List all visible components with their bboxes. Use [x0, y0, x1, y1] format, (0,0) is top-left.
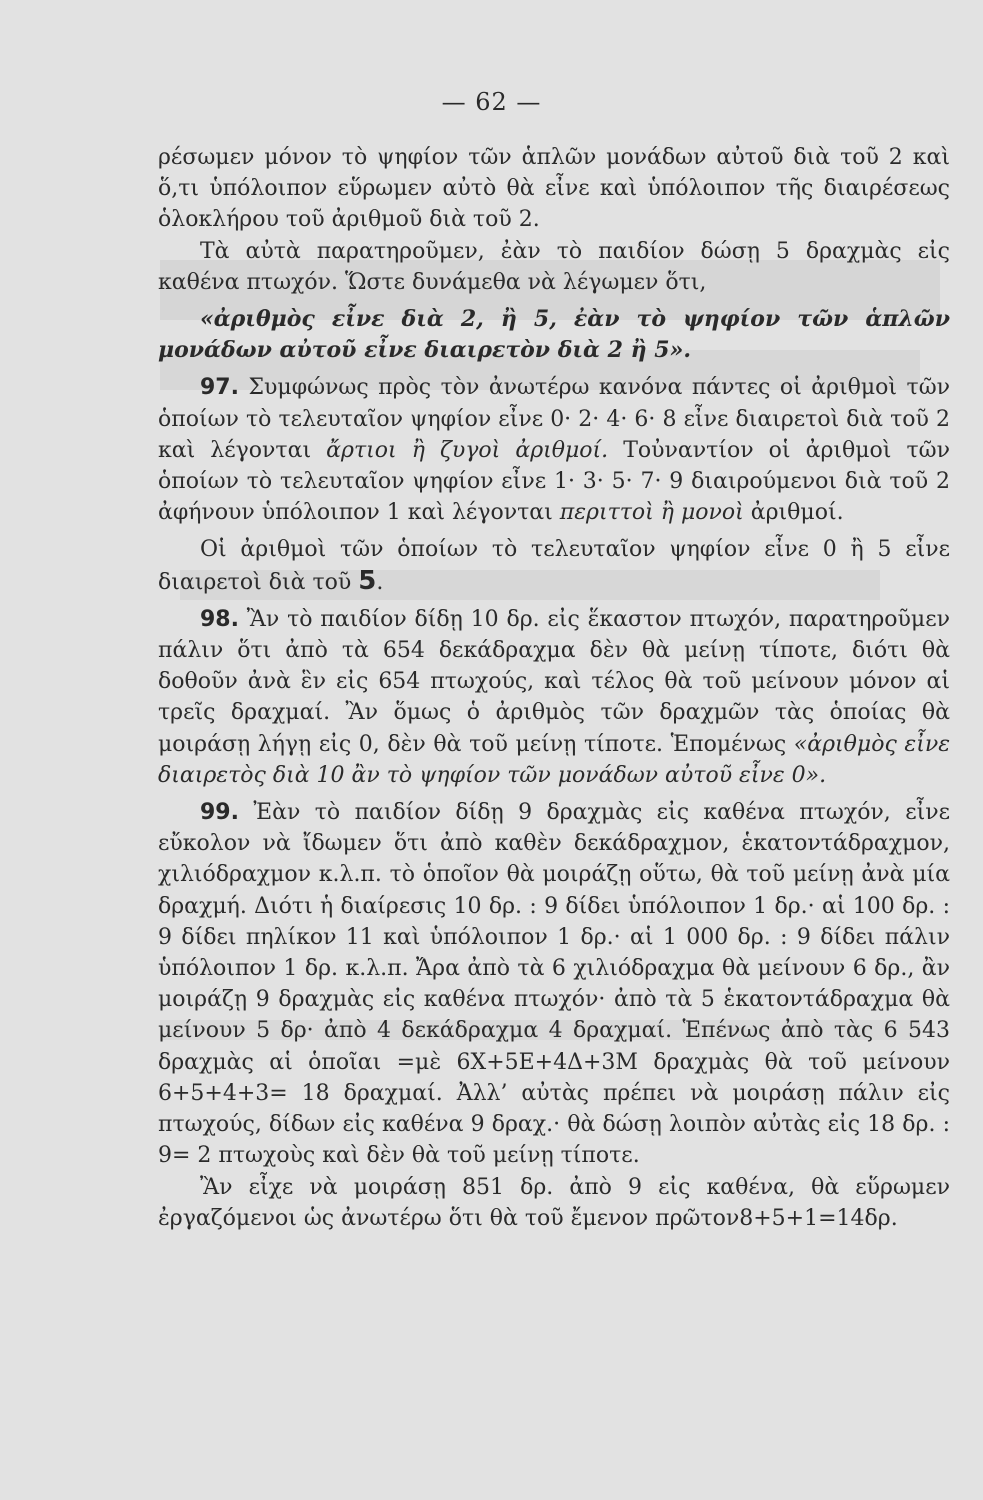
- section-number-98: 98.: [200, 606, 239, 632]
- paragraph-98-text: Ἂν τὸ παιδίον δίδῃ 10 δρ. εἰς ἕκαστον πτωχόν, παρατηροῦμεν πάλιν ὅτι ἀπὸ τὰ 654 δεκάδραχμα δὲν θὰ μείνῃ τίποτε, διότι θὰ δοθοῦν ἀνὰ ἓν εἰς 654 πτωχούς, καὶ τέλος θὰ τοῦ μείνουν μόνον αἱ τρεῖς δραχμαί. Ἂν ὅμως ὁ ἀριθμὸς τῶν δραχμῶν τὰς ὁποίας θὰ μοιράσῃ λήγῃ εἰς 0, δὲν θὰ τοῦ μείνῃ τίποτε. Ἑπομένως: [158, 606, 950, 757]
- paragraph-example-851: Ἂν εἶχε νὰ μοιράσῃ 851 δρ. ἀπὸ 9 εἰς καθένα, θὰ εὕρωμεν ἐργαζόμενοι ὡς ἀνωτέρω ὅτι θὰ τοῦ ἔμενον πρῶτον8+5+1=14δρ.: [158, 1174, 950, 1231]
- paragraph-99-text: Ἐὰν τὸ παιδίον δίδῃ 9 δραχμὰς εἰς καθένα πτωχόν, εἶνε εὔκολον νὰ ἴδωμεν ὅτι ἀπὸ καθὲν δεκάδραχμον, ἑκατοντάδραχμον, χιλιόδραχμον κ.λ.π. τὸ ὁποῖον θὰ μοιράζῃ οὕτω, θὰ τοῦ μείνῃ ἀνὰ μία δραχμή. Διότι ἡ διαίρεσις 10 δρ. : 9 δίδει ὑπόλοιπον 1 δρ.· αἱ 100 δρ. : 9 δίδει πηλίκον 11 καὶ ὑπόλοιπον 1 δρ.· αἱ 1 000 δρ. : 9 δίδει πάλιν ὑπόλοιπον 1 δρ. κ.λ.π. Ἄρα ἀπὸ τὰ 6 χιλιόδραχμα θὰ μείνουν 6 δρ., ἂν μοιράζῃ 9 δραχμὰς εἰς καθένα πτωχόν· ἀπὸ τὰ 5 ἑκατοντάδραχμα θὰ μείνουν 5 δρ· ἀπὸ 4 δεκάδραχμα 4 δραχμαί. Ἑπένως ἀπὸ τὰς 6 543 δραχμὰς αἱ ὁποῖαι =μὲ 6Χ+5Ε+4Δ+3Μ δραχμὰς θὰ τοῦ μείνουν 6+5+4+3= 18 δραχμαί. Ἀλλ’ αὐτὰς πρέπει νὰ μοιράσῃ πάλιν εἰς πτωχούς, δίδων εἰς καθένα 9 δραχ.· θὰ δώσῃ λοιπὸν αὐτὰς εἰς 18 δρ. : 9= 2 πτωχοὺς καὶ δὲν θὰ τοῦ μείνῃ τίποτε.: [158, 800, 950, 1169]
- paragraph-divisible-by-5: [158, 534, 950, 597]
- paragraph-5-end: .: [376, 569, 384, 595]
- paragraph-98: [158, 604, 950, 791]
- section-number-97: 97.: [200, 375, 239, 401]
- page-body: [158, 142, 950, 1234]
- paragraph-97-text-e: ἀριθμοί.: [750, 500, 844, 526]
- paragraph-97-text-c: Τοὐναντίον οἱ ἀριθμοὶ τῶν ὁποίων τὸ τελευταῖον ψηφίον εἶνε 1· 3· 5· 7· 9 διαιρούμενοι διὰ τοῦ 2 ἀφήνουν ὑπόλοιπον 1 καὶ λέγονται: [158, 437, 950, 526]
- paragraph-97: [158, 372, 950, 528]
- paragraph-continuation: ρέσωμεν μόνον τὸ ψηφίον τῶν ἁπλῶν μονάδων αὐτοῦ διὰ τοῦ 2 καὶ ὅ,τι ὑπόλοιπον εὕρωμεν αὐτὸ θὰ εἶνε καὶ ὑπόλοιπον τῆς διαιρέσεως ὁλοκλήρου τοῦ ἀριθμοῦ διὰ τοῦ 2.: [158, 145, 950, 233]
- term-odd-numbers: περιττοὶ ἢ μονοὶ: [559, 500, 744, 526]
- rule-divisibility-2-5: «ἀριθμὸς εἶνε διὰ 2, ἢ 5, ἐὰν τὸ ψηφίον τῶν ἁπλῶν μονάδων αὐτοῦ εἶνε διαιρετὸν διὰ 2 ἢ 5».: [158, 306, 950, 364]
- paragraph-99: [158, 797, 950, 1171]
- term-even-numbers: ἄρτιοι ἢ ζυγοὶ ἀριθμοί.: [326, 437, 609, 463]
- section-number-99: 99.: [200, 800, 239, 826]
- handwritten-correction: 5: [358, 565, 377, 596]
- paragraph-5-text: Οἱ ἀριθμοὶ τῶν ὁποίων τὸ τελευταῖον ψηφίον εἶνε 0 ἢ 5 εἶνε διαιρετοὶ διὰ τοῦ: [158, 537, 950, 595]
- rule-divisibility-10: «ἀριθμὸς εἶνε διαιρετὸς διὰ 10 ἂν τὸ ψηφίον τῶν μονάδων αὐτοῦ εἶνε 0».: [158, 731, 950, 788]
- paragraph-observation: Τὰ αὐτὰ παρατηροῦμεν, ἐὰν τὸ παιδίον δώσῃ 5 δραχμὰς εἰς καθένα πτωχόν. Ὥστε δυνάμεθα νὰ λέγωμεν ὅτι,: [158, 238, 950, 295]
- paragraph-97-text-a: Συμφώνως πρὸς τὸν ἀνωτέρω κανόνα πάντες οἱ ἀριθμοὶ τῶν ὁποίων τὸ τελευταῖον ψηφίον εἶνε 0· 2· 4· 6· 8 εἶνε διαιρετοὶ διὰ τοῦ 2 καὶ λέγονται: [158, 375, 951, 463]
- page-number: — 62 —: [441, 88, 542, 116]
